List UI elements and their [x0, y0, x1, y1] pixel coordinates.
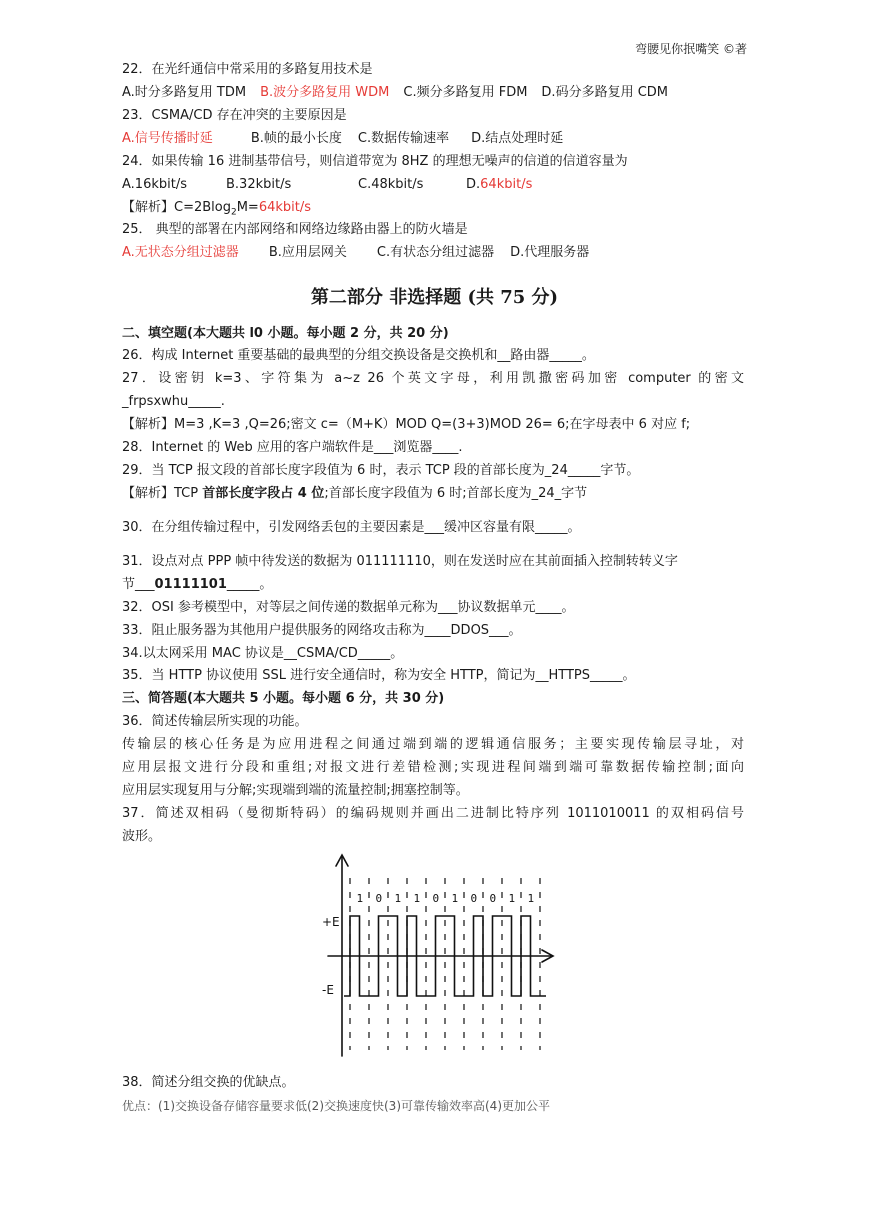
- q34: 34.以太网采用 MAC 协议是__CSMA/CD_____。: [122, 646, 404, 661]
- q31-line2-a: 节___: [122, 577, 155, 592]
- q38-answer: 优点：(1)交换设备存储容量要求低(2)交换速度快(3)可靠传输效率高(4)更加公平: [122, 1099, 550, 1113]
- q37-line1: 37．简述双相码（曼彻斯特码）的编码规则并画出二进制比特序列 1011010011 的双相码信号: [122, 806, 744, 821]
- q22-option-d: D.码分多路复用 CDM: [541, 85, 669, 100]
- q22-option-b: B.波分多路复用 WDM: [260, 85, 390, 100]
- q29-analysis-c: ;首部长度字段值为 6 时;首部长度为_24_字节: [324, 486, 588, 501]
- q24-stem: 24．如果传输 16 进制基带信号，则信道带宽为 8HZ 的理想无噪声的信道的信道容量为: [122, 154, 628, 169]
- q24-option-a: A.16kbit/s: [122, 177, 187, 192]
- q36-answer-line1: 传输层的核心任务是为应用进程之间通过端到端的逻辑通信服务；主要实现传输层寻址，对: [122, 737, 744, 752]
- bit-label: 1: [508, 892, 516, 905]
- q35: 35．当 HTTP 协议使用 SSL 进行安全通信时，称为安全 HTTP，简记为__HTTPS_____。: [122, 668, 636, 683]
- q25-option-b: B.应用层网关: [268, 245, 347, 260]
- short-heading: 三、简答题(本大题共 5 小题。每小题 6 分，共 30 分): [122, 691, 445, 706]
- q22-stem: 22．在光纤通信中常采用的多路复用技术是: [122, 62, 373, 77]
- q27-analysis: 【解析】M=3 ,K=3 ,Q=26;密文 c=（M+K）MOD Q=(3+3)MOD 26= 6;在字母表中 6 对应 f;: [122, 417, 691, 432]
- q23-options: [122, 130, 744, 148]
- q31-line2-c: _____。: [226, 577, 273, 592]
- q23-stem: 23．CSMA/CD 存在冲突的主要原因是: [122, 108, 347, 123]
- q22-options: [122, 84, 744, 102]
- q27-line1: 27．设密钥 k=3、字符集为 a~z 26 个英文字母，利用凯撒密码加密 computer 的密文: [122, 371, 744, 386]
- q36-answer-line3: 应用层实现复用与分解;实现端到端的流量控制;拥塞控制等。: [122, 783, 469, 798]
- q28: 28．Internet 的 Web 应用的客户端软件是___浏览器____.: [122, 440, 463, 455]
- bit-label: 1: [451, 892, 459, 905]
- q24-option-d: [466, 176, 532, 194]
- q37-line2: 波形。: [122, 829, 162, 844]
- q25-stem: 25． 典型的部署在内部网络和网络边缘路由器上的防火墙是: [122, 222, 468, 237]
- author-header: 弯腰见你抿嘴笑 ©著: [635, 42, 747, 56]
- q22-option-a: A.时分多路复用 TDM: [122, 85, 247, 100]
- q24-analysis: [122, 199, 744, 222]
- bit-label: 0: [470, 892, 478, 905]
- q22-option-c: C.频分多路复用 FDM: [403, 85, 528, 100]
- bit-label: 0: [375, 892, 383, 905]
- q29-analysis-a: 【解析】TCP: [122, 486, 203, 501]
- bit-label: 0: [489, 892, 497, 905]
- bit-label: 0: [432, 892, 440, 905]
- q31-line2: [122, 576, 744, 594]
- q29: 29．当 TCP 报文段的首部长度字段值为 6 时，表示 TCP 段的首部长度为_24_____字节。: [122, 463, 640, 478]
- q23-option-c: C.数据传输速率: [357, 131, 450, 146]
- q36-answer-line2: 应用层报文进行分段和重组;对报文进行差错检测;实现进程间端到端可靠数据传输控制;面向: [122, 760, 744, 775]
- q31-line1: 31．设点对点 PPP 帧中待发送的数据为 011111110，则在发送时应在其前面插入控制转转义字: [122, 554, 678, 569]
- q25-options: [122, 244, 744, 262]
- bit-label: 1: [527, 892, 535, 905]
- q26: 26．构成 Internet 重要基础的最典型的分组交换设备是交换机和__路由器_____。: [122, 348, 595, 363]
- q24-option-d-value: 64kbit/s: [480, 177, 533, 192]
- label-positive-e: +E: [322, 915, 340, 929]
- q38: 38．简述分组交换的优缺点。: [122, 1075, 295, 1090]
- bit-label: 1: [394, 892, 402, 905]
- q24-option-b: B.32kbit/s: [226, 177, 292, 192]
- manchester-waveform-figure: [320, 850, 560, 1062]
- q23-option-d: D.结点处理时延: [471, 131, 564, 146]
- fill-heading: 二、填空题(本大题共 l0 小题。每小题 2 分，共 20 分): [122, 326, 449, 341]
- q31-line2-b: 01111101: [154, 577, 227, 592]
- q25-option-a: A.无状态分组过滤器: [122, 245, 239, 260]
- part2-title: 第二部分 非选择题 (共 75 分): [310, 287, 559, 308]
- q29-analysis: [122, 485, 744, 503]
- q32: 32．OSI 参考模型中，对等层之间传递的数据单元称为___协议数据单元____。: [122, 600, 575, 615]
- q25-option-d: D.代理服务器: [510, 245, 590, 260]
- q23-option-b: B.帧的最小长度: [250, 131, 342, 146]
- q23-option-a: A.信号传播时延: [122, 131, 213, 146]
- q24-option-c: C.48kbit/s: [358, 177, 424, 192]
- q24-analysis-value: 64kbit/s: [258, 200, 312, 215]
- bit-label: 1: [413, 892, 421, 905]
- q24-analysis-mid: M=: [236, 200, 259, 215]
- q24-options: [122, 176, 744, 194]
- q33: 33．阻止服务器为其他用户提供服务的网络攻击称为____DDOS___。: [122, 623, 522, 638]
- q36: 36．简述传输层所实现的功能。: [122, 714, 308, 729]
- q27-line2: _frpsxwhu_____.: [122, 394, 225, 409]
- q24-analysis-prefix: 【解析】C=2Blog: [122, 200, 231, 215]
- q29-analysis-b: 首部长度字段占 4 位: [202, 486, 325, 501]
- q24-option-d-prefix: D.: [466, 177, 481, 192]
- bit-label: 1: [356, 892, 364, 905]
- q24-analysis-sub: 2: [230, 207, 237, 218]
- label-negative-e: -E: [322, 983, 334, 997]
- q30: 30．在分组传输过程中，引发网络丢包的主要因素是___缓冲区容量有限_____。: [122, 520, 581, 535]
- q25-option-c: C.有状态分组过滤器: [376, 245, 495, 260]
